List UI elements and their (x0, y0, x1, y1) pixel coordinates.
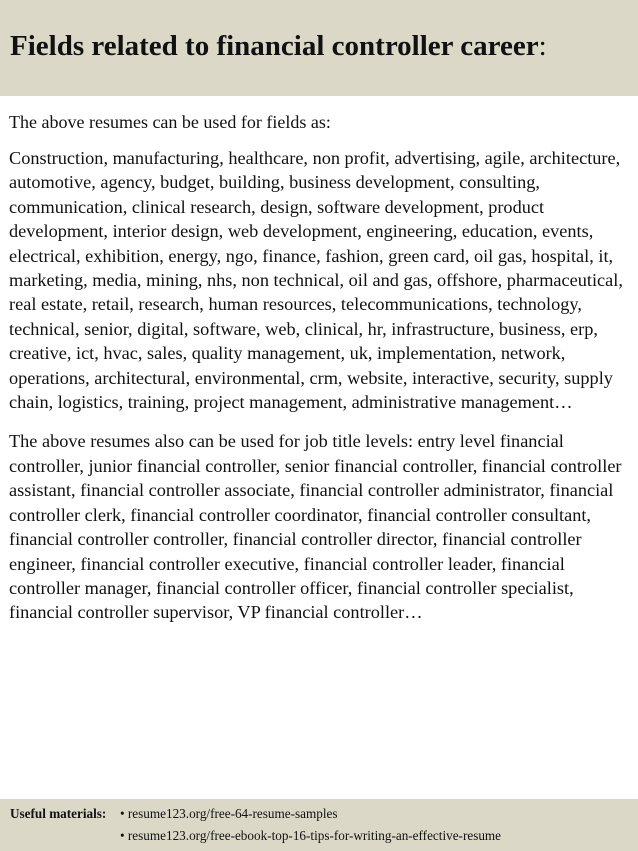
page-title-colon: : (538, 30, 547, 62)
intro-text: The above resumes can be used for fields as: (9, 112, 331, 132)
resume-samples-link[interactable]: • resume123.org/free-64-resume-samples (120, 806, 338, 821)
main-content (9, 110, 633, 625)
useful-materials-label: Useful materials: (10, 806, 107, 821)
footer-row-1 (10, 803, 638, 825)
footer-banner (0, 799, 638, 851)
page-title (10, 28, 638, 64)
header-banner (0, 0, 638, 96)
footer-label-spacer (10, 825, 120, 847)
page-title-text: Fields related to financial controller career (10, 30, 539, 62)
job-titles-paragraph: The above resumes also can be used for job title levels: entry level financial controller, junior financial controller, senior financial controller, financial controller assistant, financial controller associate, financial controller administrator, financial controller clerk, financial controller coordinator, financial controller consultant, financial controller controller, financial controller director, financial controller engineer, financial controller executive, financial controller leader, financial controller manager, financial controller officer, financial controller specialist, financial controller supervisor, VP financial controller… (9, 431, 622, 623)
ebook-tips-link[interactable]: • resume123.org/free-ebook-top-16-tips-for-writing-an-effective-resume (120, 828, 502, 843)
fields-paragraph: Construction, manufacturing, healthcare, non profit, advertising, agile, architecture, automotive, agency, budget, building, business development, consulting, communication, clinical research, design, software development, product development, interior design, web development, engineering, education, events, electrical, exhibition, energy, ngo, finance, fashion, green card, oil gas, hospital, it, marketing, media, mining, nhs, non technical, oil and gas, offshore, pharmaceutical, real estate, retail, research, human resources, telecommunications, technology, technical, senior, digital, software, web, clinical, hr, infrastructure, business, erp, creative, ict, hvac, sales, quality management, uk, implementation, network, operations, architectural, environmental, crm, website, interactive, security, supply chain, logistics, training, project management, administrative management… (9, 148, 623, 413)
footer-row-2 (10, 825, 638, 847)
